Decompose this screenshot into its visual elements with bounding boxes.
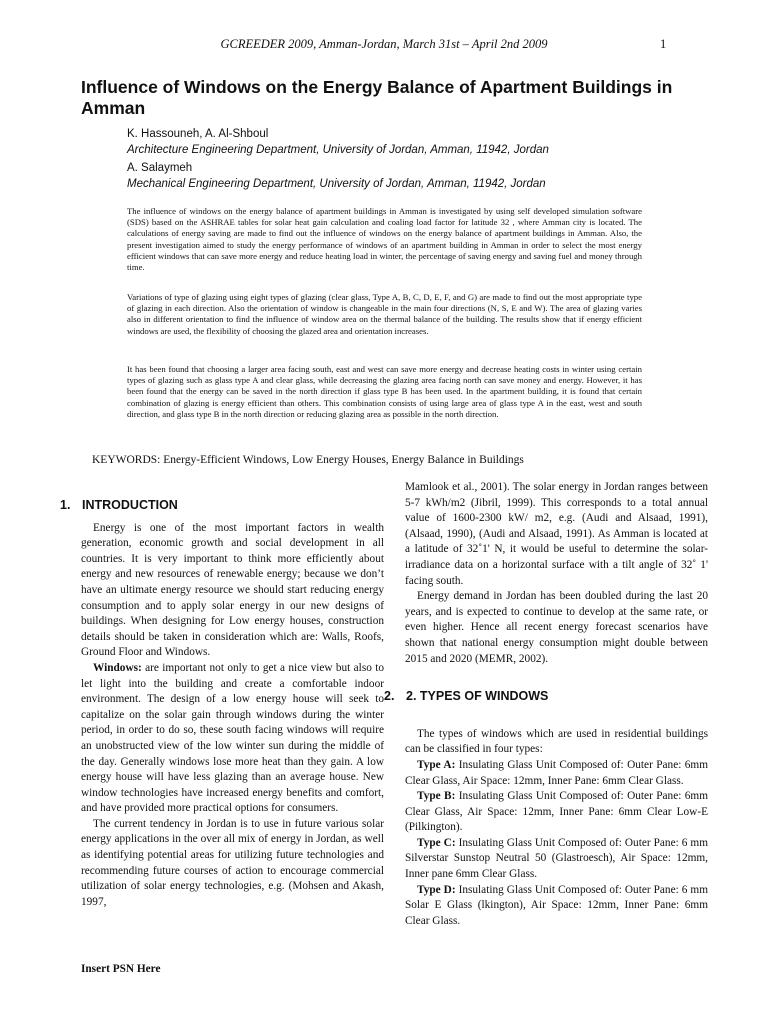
type-c-paragraph xyxy=(405,836,708,883)
type-b-text: Insulating Glass Unit Composed of: Outer Pane: 6mm Clear Glass, Air Space: 12mm, Inner Pane: 6mm Clear Low-E (Pilkington). xyxy=(405,790,708,834)
section-number: 1. xyxy=(60,498,71,512)
type-a-label: Type A: xyxy=(417,758,456,771)
paper-title: Influence of Windows on the Energy Balance of Apartment Buildings in Amman xyxy=(81,77,673,118)
type-a-paragraph xyxy=(405,758,708,789)
section-heading-introduction xyxy=(60,498,363,514)
windows-lead: Windows: xyxy=(93,661,142,674)
running-header: GCREEDER 2009, Amman-Jordan, March 31st – April 2nd 2009 xyxy=(220,37,548,51)
right-column xyxy=(384,480,708,929)
abstract-paragraph-2: Variations of type of glazing using eight types of glazing (clear glass, Type A, B, C, D, E, F, and G) are made to find out the most appropriate type of glazing in each direction. Also the orientation of window is changeable in the main four directions (N, S, E and W). The area of glazing varies also in different orientation to find the influence of window area on the thermal balance of the building. The results show that if energy efficient windows are used, the flexibility of choosing the glazed area and orientation increases. xyxy=(127,292,642,336)
type-d-paragraph xyxy=(405,883,708,930)
section-heading-types-of-windows xyxy=(384,689,687,705)
intro-paragraph-3: The current tendency in Jordan is to use in future various solar energy applications in the over all mix of energy in Jordan, as well as identifying potential areas for utilizing future technologies and recommending future courses of action to encourage commercial utilization of solar energy technologies, e.g. (Mohsen and Akash, 1997, xyxy=(81,817,384,908)
section-number: 2. xyxy=(384,689,395,704)
section-title: 2. TYPES OF WINDOWS xyxy=(406,689,549,704)
intro-paragraph-2 xyxy=(81,661,384,817)
affiliation-line-2: Mechanical Engineering Department, University of Jordan, Amman, 11942, Jordan xyxy=(127,178,546,190)
type-c-label: Type C: xyxy=(417,836,456,849)
type-a-text: Insulating Glass Unit Composed of: Outer Pane: 6mm Clear Glass, Air Space: 12mm, Inner Pane: 6mm Clear Glass. xyxy=(405,758,708,787)
author-line-2: A. Salaymeh xyxy=(127,162,193,174)
windows-text: are important not only to get a nice view but also to let light into the building and create a comfortable indoor environment. The design of a low energy house will seek to capitalize on the solar gain through windows during the winter period, in order to do so, these south facing windows will require an unobstructed view of the low winter sun during the middle of the day. Generally windows lose more heat than they gain. A low energy house will have less glazing than an average house. New window technologies have increased energy benefits and comfort, and have provided more practical options for consumers. xyxy=(81,661,384,815)
abstract-paragraph-1: The influence of windows on the energy balance of apartment buildings in Amman is investigated by using self developed simulation software (SDS) based on the ASHRAE tables for solar heat gain calculation and coaling load factor for latitude 32 , where Amman city is located. The calculations of energy saving are made to find out the influence of windows on the energy balance of apartment buildings in Amman. Also, the present investigation aimed to study the energy performance of windows of an apartment building in Amman in order to select the most energy efficient windows that can save more energy and reduce heating load in winter, the percentage of saving energy and saving fuel and money through time. xyxy=(127,206,642,273)
intro-paragraph-1: Energy is one of the most important factors in wealth generation, economic growth and social development in all countries. It is very important to think more efficiently about energy and new resources of renewable energy; because we don’t have an ultimate energy resource we should start reducing energy consumption and to apply solar energy in our new designs of buildings. When designing for Low energy houses, construction details should be taken in consideration which are: Walls, Roofs, Ground Floor and Windows. xyxy=(81,521,384,659)
type-c-text: Insulating Glass Unit Composed of: Outer Pane: 6 mm Silverstar Sunstop Neutral 50 (Glastroesch), Air Space: 12mm, Inner pane 6mm Clear Glass. xyxy=(405,836,708,881)
affiliation-line-1: Architecture Engineering Department, University of Jordan, Amman, 11942, Jordan xyxy=(127,144,549,156)
author-line-1: K. Hassouneh, A. Al-Shboul xyxy=(127,128,269,140)
keywords: KEYWORDS: Energy-Efficient Windows, Low Energy Houses, Energy Balance in Buildings xyxy=(92,454,524,466)
intro-paragraph-4: Mamlook et al., 2001). The solar energy in Jordan ranges between 5-7 kWh/m2 (Jibril, 1999). This corresponds to a total annual value of 1600-2300 kW/ m2, e.g. (Audi and Alsaad, 1991), (Alsaad, 1990), (Audi and Alsaad, 1991). As Amman is located at a latitude of 32˚1' N, it would be useful to determine the solar-irradiance data on a horizontal surface with a tilt angle of 32˚ 1' facing south. xyxy=(405,481,708,587)
footer-psn: Insert PSN Here xyxy=(81,963,161,975)
section-title: INTRODUCTION xyxy=(82,498,178,512)
intro-paragraph-5: Energy demand in Jordan has been doubled during the last 20 years, and is expected to continue to develop at the same rate, or even higher. Hence all recent energy forecast scenarios have shown that national energy consumption might double between 2015 and 2020 (MEMR, 2002). xyxy=(405,590,708,665)
type-b-label: Type B: xyxy=(417,790,456,803)
type-b-paragraph xyxy=(405,789,708,836)
type-d-text: Insulating Glass Unit Composed of: Outer Pane: 6 mm Solar E Glass (lkington), Air Space: 12mm, Inner Pane: 6mm Clear Glass. xyxy=(405,883,708,927)
page-number: 1 xyxy=(660,37,667,51)
type-d-label: Type D: xyxy=(417,883,456,896)
abstract-paragraph-3: It has been found that choosing a larger area facing south, east and west can save more energy and decrease heating costs in winter using certain types of glazing such as glass type A and clear glass, while decreasing the glazing area facing north can save money and energy. However, it has been found that the energy can be saved in the north direction if glass type B has been used. In the apartment building, it is found that certain combination of glazing is energy efficient than others. This combination consists of using large area of glass type A in the east, west and south direction, and glass type B in the north direction or reducing glazing area as possible in the north direction. xyxy=(127,364,642,419)
left-column xyxy=(60,480,384,910)
types-intro: The types of windows which are used in residential buildings can be classified in four types: xyxy=(405,727,708,756)
